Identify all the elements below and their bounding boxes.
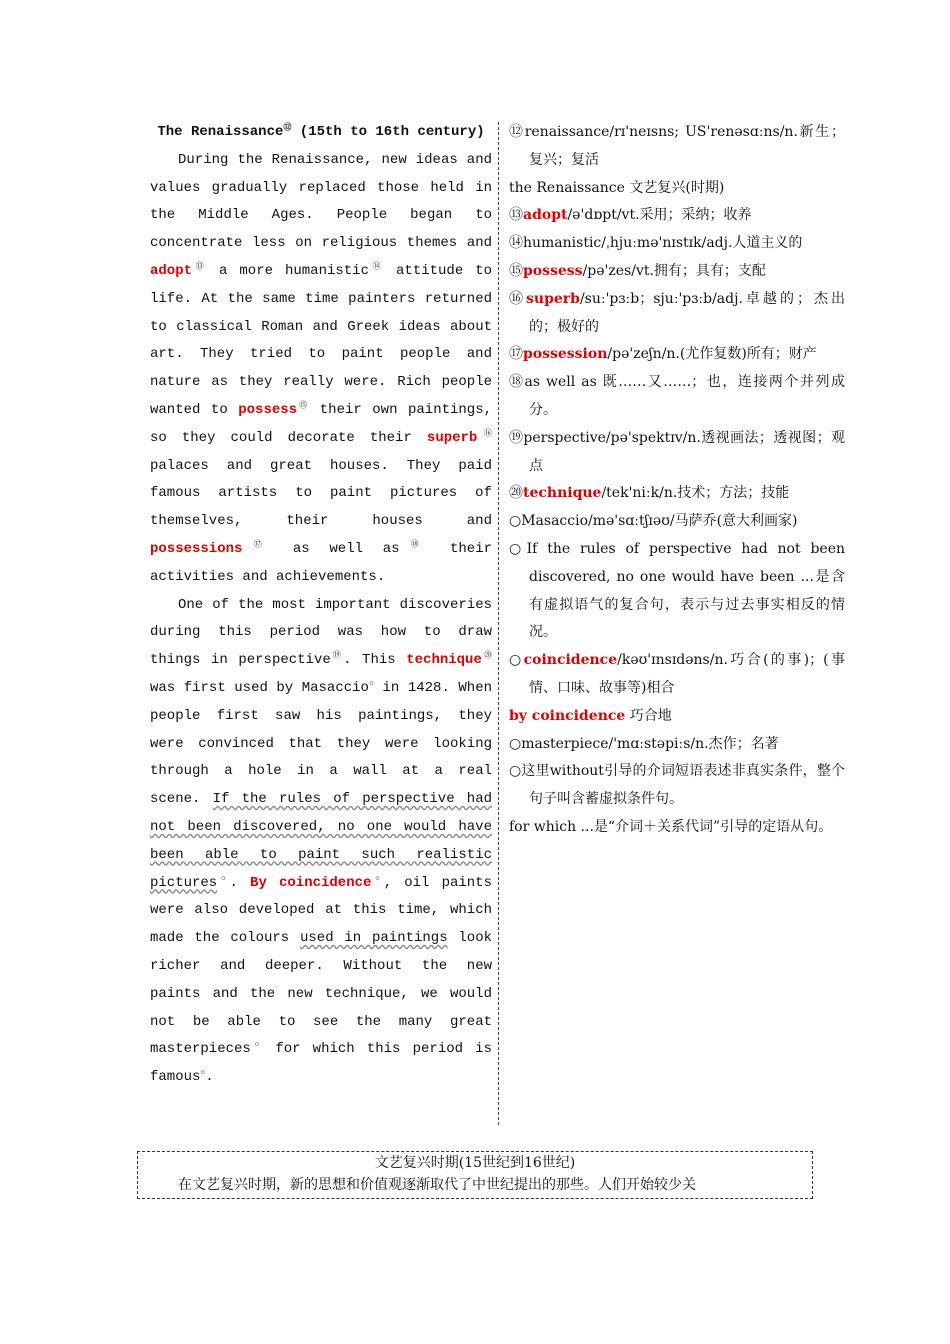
passage-text: One of the most important discoveries during this period was how to draw things in perspective	[150, 596, 492, 669]
note-text: ⑱as well as 既……又……；也，连接两个并列成分。	[509, 374, 845, 418]
column-divider	[498, 122, 499, 1125]
key-vocabulary-word: technique	[406, 652, 482, 669]
passage-text: .	[229, 874, 251, 891]
note-text: ⑫renaissance/rɪ'neɪsns; US'renəsɑːns/n.新生；复兴；复活	[509, 124, 845, 168]
wavy-underlined-phrase: used in paintings	[300, 930, 448, 947]
key-vocabulary-word: adopt	[150, 262, 193, 279]
passage-text: was first used by Masaccio	[150, 679, 369, 696]
footnote-mark: ○	[371, 873, 384, 883]
vocabulary-note	[509, 425, 845, 481]
passage-text: attitude to life. At the same time painters returned to classical Roman and Greek ideas about art. They tried to paint people and nature as they really were. Rich people wanted to	[150, 262, 492, 418]
note-headword: by coincidence	[509, 707, 626, 724]
passage-text: a more humanistic	[207, 262, 369, 279]
key-vocabulary-word: possess	[238, 401, 298, 418]
note-text: ⑬	[509, 207, 523, 224]
note-text: ⑲perspective/pə'spektɪv/n.透视画法；透视图；观点	[509, 429, 845, 474]
note-text: ○	[509, 652, 524, 669]
note-text: ○masterpiece/'mɑːstəpiːs/n.杰作；名著	[509, 735, 779, 752]
vocabulary-note	[509, 508, 845, 536]
passage-paragraph-2	[150, 592, 492, 1092]
footnote-mark: ⑯	[477, 429, 492, 439]
passage-text: as well as	[273, 540, 400, 557]
vocabulary-note	[509, 703, 845, 731]
note-headword: possession	[523, 346, 608, 363]
passage-text: , oil paints were also developed at this time, which made the colours	[150, 874, 492, 947]
vocabulary-note	[509, 480, 845, 508]
footnote-mark: ⑱	[399, 540, 431, 550]
passage-text: palaces and great houses. They paid famous artists to paint pictures of themselves, their houses and	[150, 457, 492, 530]
title-rest: (15th to 16th century)	[291, 124, 485, 140]
footnote-mark: ○	[200, 1068, 206, 1078]
vocabulary-note	[509, 119, 845, 175]
note-text: ○这里without引导的介词短语表述非真实条件，整个句子叫含蓄虚拟条件句。	[509, 763, 845, 808]
note-text: /tek'niːk/n.技术；方法；技能	[601, 485, 790, 502]
footnote-mark: ⑬	[192, 262, 208, 272]
translation-heading: 文艺复兴时期(15世纪到16世纪)	[374, 1155, 576, 1171]
note-headword: possess	[523, 262, 583, 279]
footnote-mark: ⑮	[297, 401, 310, 411]
wavy-underlined-phrase: If the rules of perspective had not been discovered, no one would have been able to paint such realistic pictures	[150, 791, 492, 891]
note-text: for which ...是“介词＋关系代词”引导的定语从句。	[509, 818, 833, 835]
footnote-mark: ⑳	[481, 651, 493, 661]
key-vocabulary-word: possessions	[150, 540, 243, 557]
translation-box	[137, 1151, 813, 1199]
vocabulary-note	[509, 758, 845, 814]
passage-text: their activities and achievements.	[150, 540, 492, 585]
note-text: ○If the rules of perspective had not been discovered, no one would have been ...是含有虚拟语气的复合句，表示与过去事实相反的情况。	[509, 540, 845, 641]
note-text: ⑳	[509, 485, 523, 502]
note-headword: technique	[523, 485, 602, 502]
passage-text: . This	[343, 652, 407, 669]
note-text: /pə'zes/vt.拥有；具有；支配	[582, 262, 766, 279]
note-text: ⑮	[509, 262, 523, 279]
note-headword: coincidence	[523, 652, 618, 669]
vocabulary-note	[509, 258, 845, 286]
passage-title	[150, 119, 492, 147]
passage-text: .	[205, 1069, 214, 1086]
passage-text: their own paintings, so they could decorate their	[150, 401, 493, 446]
title-main: The Renaissance	[157, 124, 284, 140]
vocabulary-note	[509, 647, 845, 703]
vocabulary-note	[509, 341, 845, 369]
note-text: /ə'dɒpt/vt.采用；采纳；收养	[567, 207, 752, 224]
translation-line: 在文艺复兴时期，新的思想和价值观逐渐取代了中世纪提出的那些。人们开始较少关	[178, 1177, 696, 1193]
note-headword: superb	[526, 290, 580, 307]
note-text: ⑰	[509, 346, 523, 363]
passage-text: for which this period is famous	[150, 1041, 492, 1086]
footnote-mark: ⑰	[242, 540, 274, 550]
vocabulary-note	[509, 286, 845, 342]
footnote-mark: ○	[250, 1040, 264, 1050]
note-headword: adopt	[523, 207, 568, 224]
passage-text: in 1428. When people first saw his paintings, they were convinced that they were looking through a hole in a wall at a real scene.	[150, 679, 492, 808]
note-text: /kəʊ'ɪnsɪdəns/n.巧合(的事)；(事情、口味、故事等)相合	[529, 652, 845, 696]
title-footnote-mark: ⑫	[283, 123, 292, 133]
footnote-mark: ○	[368, 679, 374, 689]
note-text: ○Masaccio/mə'sɑːtʃɪəʊ/马萨乔(意大利画家)	[509, 513, 798, 530]
footnote-mark: ⑲	[330, 651, 344, 661]
note-text: /pə'zeʃn/n.(尤作复数)所有；财产	[607, 346, 817, 363]
note-text: /suː'pɜːb；sjuː'pɜːb/adj.卓越的；杰出的；极好的	[529, 290, 846, 335]
vocabulary-note	[509, 369, 845, 425]
vocabulary-notes-column	[509, 119, 845, 842]
footnote-mark: ○	[217, 873, 230, 883]
passage-paragraph-1	[150, 147, 492, 592]
passage-text: look richer and deeper. Without the new paints and the new technique, we would not be able to see the many great masterpieces	[150, 930, 493, 1058]
passage-text: During the Renaissance, new ideas and values gradually replaced those held in the Middle Ages. People began to concentrate less on religious themes and	[150, 151, 492, 252]
vocabulary-note	[509, 175, 845, 203]
vocabulary-note	[509, 202, 845, 230]
vocabulary-note	[509, 814, 845, 842]
key-vocabulary-word: By coincidence	[250, 874, 372, 891]
passage-column	[150, 119, 492, 1092]
note-text: 巧合地	[625, 707, 672, 724]
note-text: ⑭humanistic/ˌhjuːmə'nɪstɪk/adj.人道主义的	[509, 235, 803, 252]
note-text: the Renaissance 文艺复兴(时期)	[509, 179, 725, 196]
vocabulary-note	[509, 731, 845, 759]
note-text: ⑯	[509, 290, 527, 307]
vocabulary-note	[509, 536, 845, 647]
vocabulary-note	[509, 230, 845, 258]
footnote-mark: ⑭	[368, 262, 385, 272]
key-vocabulary-word: superb	[426, 429, 478, 446]
